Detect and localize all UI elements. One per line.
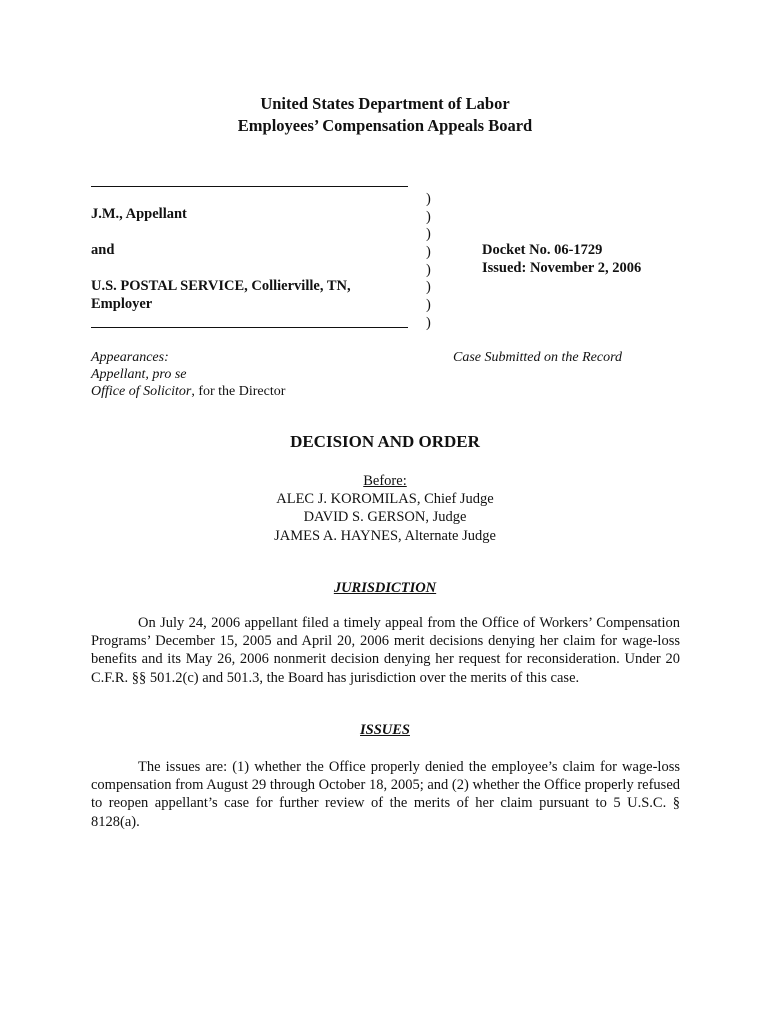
caption-top-rule	[91, 186, 408, 187]
appellant-name: J.M., Appellant	[91, 206, 187, 222]
caption-paren: )	[426, 191, 431, 207]
appearances-label: Appearances:	[91, 350, 169, 365]
caption-paren: )	[426, 314, 431, 331]
issues-text: The issues are: (1) whether the Office properly denied the employee’s claim for wage-loss compensation from August 29 through October 18, 2005; and (2) whether the Office properly refused to reopen appellant’s case for further review of the merits of her claim pursuant to 5 U.S.C. § 8128(a).	[91, 759, 680, 830]
issues-paragraph	[91, 758, 680, 831]
employer-line-1: U.S. POSTAL SERVICE, Collierville, TN,	[91, 278, 351, 294]
caption-paren: )	[426, 244, 431, 261]
judge-name: DAVID S. GERSON, Judge	[303, 509, 467, 526]
caption-paren: )	[426, 261, 431, 278]
board-name: Employees’ Compensation Appeals Board	[237, 116, 533, 135]
panel-block	[0, 472, 770, 545]
agency-name: United States Department of Labor	[260, 94, 510, 113]
caption-bottom-rule	[91, 327, 408, 328]
employer-line-2: Employer	[91, 296, 153, 312]
appearance-solicitor	[91, 383, 285, 400]
solicitor-office: Office of Solicitor	[91, 384, 192, 399]
issued-date: Issued: November 2, 2006	[482, 260, 642, 276]
caption-paren: )	[426, 279, 431, 296]
caption-and: and	[91, 242, 115, 258]
docket-number: Docket No. 06-1729	[482, 242, 603, 258]
case-submitted-note: Case Submitted on the Record	[453, 350, 623, 365]
jurisdiction-heading: JURISDICTION	[333, 580, 437, 596]
issues-heading: ISSUES	[360, 722, 410, 738]
caption-parentheses	[426, 191, 431, 333]
jurisdiction-paragraph	[91, 614, 680, 687]
caption-paren: )	[426, 297, 431, 314]
caption-paren: )	[426, 226, 431, 243]
caption-paren: )	[426, 208, 431, 225]
decision-title: DECISION AND ORDER	[290, 432, 480, 451]
solicitor-role: , for the Director	[191, 384, 286, 399]
judge-name: ALEC J. KOROMILAS, Chief Judge	[276, 491, 494, 508]
judge-name: JAMES A. HAYNES, Alternate Judge	[274, 527, 496, 544]
jurisdiction-text: On July 24, 2006 appellant filed a timely appeal from the Office of Workers’ Compensation Programs’ December 15, 2005 and April 20, 2006 merit decisions denying her claim for wage-loss benefits and its May 26, 2006 nonmerit decision denying her request for reconsideration. Under 20 C.F.R. §§ 501.2(c) and 501.3, the Board has jurisdiction over the merits of this case.	[91, 615, 680, 686]
before-label: Before:	[363, 473, 407, 489]
appearance-appellant: Appellant, pro se	[91, 367, 187, 382]
